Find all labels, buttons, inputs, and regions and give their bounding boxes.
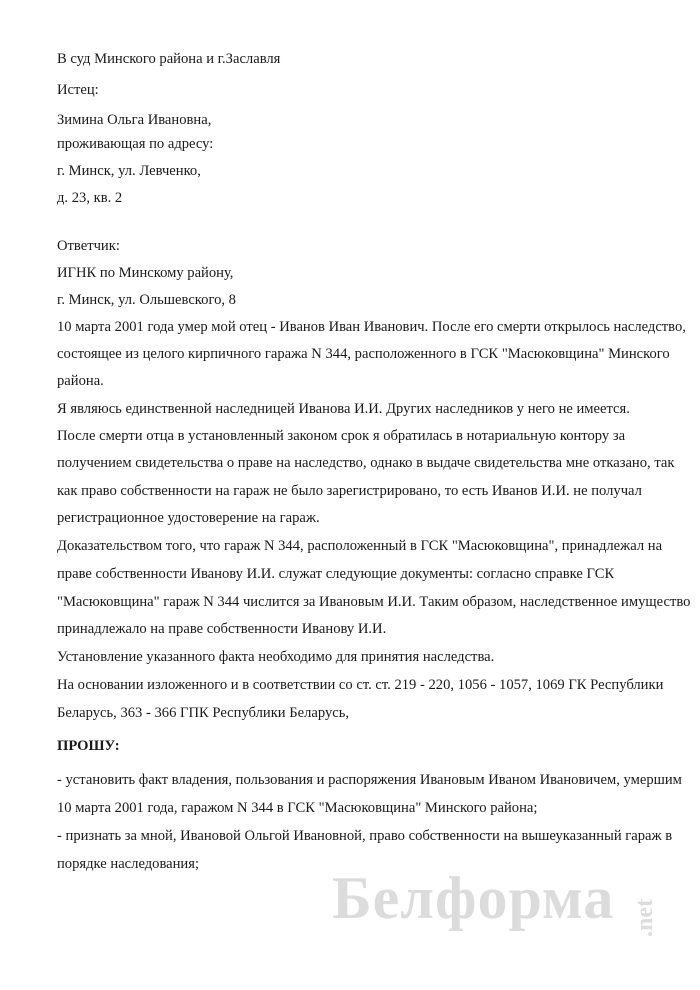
- paragraph-line: Установление указанного факта необходимо для принятия наследства.: [57, 649, 495, 665]
- request-item-line: - признать за мной, Ивановой Ольгой Ивановной, право собственности на вышеуказанный гараж в: [57, 828, 673, 844]
- paragraph-line: После смерти отца в установленный законом срок я обратилась в нотариальную контору за: [57, 428, 626, 444]
- paragraph-line: Я являюсь единственной наследницей Иванова И.И. Других наследников у него не имеется.: [57, 401, 630, 417]
- paragraph-line: праве собственности Иванову И.И. служат следующие документы: согласно справке ГСК: [57, 566, 615, 582]
- request-item-line: 10 марта 2001 года, гаражом N 344 в ГСК "Масюковщина" Минского района;: [57, 800, 538, 816]
- paragraph-line: получением свидетельства о праве на наследство, однако в выдаче свидетельства мне отказано, так: [57, 455, 675, 471]
- court-name: В суд Минского района и г.Заславля: [57, 51, 281, 67]
- paragraph-line: района.: [57, 373, 104, 389]
- paragraph-line: "Масюковщина" гараж N 344 числится за Ивановым И.И. Таким образом, наследственное имущество: [57, 594, 691, 610]
- paragraph-line: Доказательством того, что гараж N 344, расположенный в ГСК "Масюковщина", принадлежал на: [57, 538, 663, 554]
- request-heading: ПРОШУ:: [57, 738, 120, 754]
- paragraph-line: принадлежало на праве собственности Иванову И.И.: [57, 621, 387, 637]
- paragraph-line: регистрационное удостоверение на гараж.: [57, 510, 320, 526]
- paragraph-line: 10 марта 2001 года умер мой отец - Иванов Иван Иванович. После его смерти открылось наследство,: [57, 319, 686, 335]
- plaintiff-address-street: г. Минск, ул. Левченко,: [57, 163, 201, 179]
- paragraph-line: состоящее из целого кирпичного гаража N 344, расположенного в ГСК "Масюковщина" Минского: [57, 346, 670, 362]
- request-item-line: - установить факт владения, пользования и распоряжения Ивановым Иваном Ивановичем, умершим: [57, 772, 682, 788]
- watermark-suffix: .net: [632, 899, 658, 937]
- defendant-label: Ответчик:: [57, 238, 120, 254]
- paragraph-line: Беларусь, 363 - 366 ГПК Республики Беларусь,: [57, 705, 350, 721]
- plaintiff-address-house: д. 23, кв. 2: [57, 190, 123, 206]
- plaintiff-name: Зимина Ольга Ивановна,: [57, 112, 212, 128]
- request-item-line: порядке наследования;: [57, 856, 200, 872]
- paragraph-line: как право собственности на гараж не было зарегистрировано, то есть Иванов И.И. не получал: [57, 483, 642, 499]
- watermark-logo: Белформа: [332, 865, 615, 931]
- plaintiff-label: Истец:: [57, 82, 99, 98]
- paragraph-line: На основании изложенного и в соответствии со ст. ст. 219 - 220, 1056 - 1057, 1069 ГК Республики: [57, 677, 664, 693]
- defendant-address: г. Минск, ул. Ольшевского, 8: [57, 292, 236, 308]
- plaintiff-address-label: проживающая по адресу:: [57, 136, 214, 152]
- defendant-name: ИГНК по Минскому району,: [57, 265, 234, 281]
